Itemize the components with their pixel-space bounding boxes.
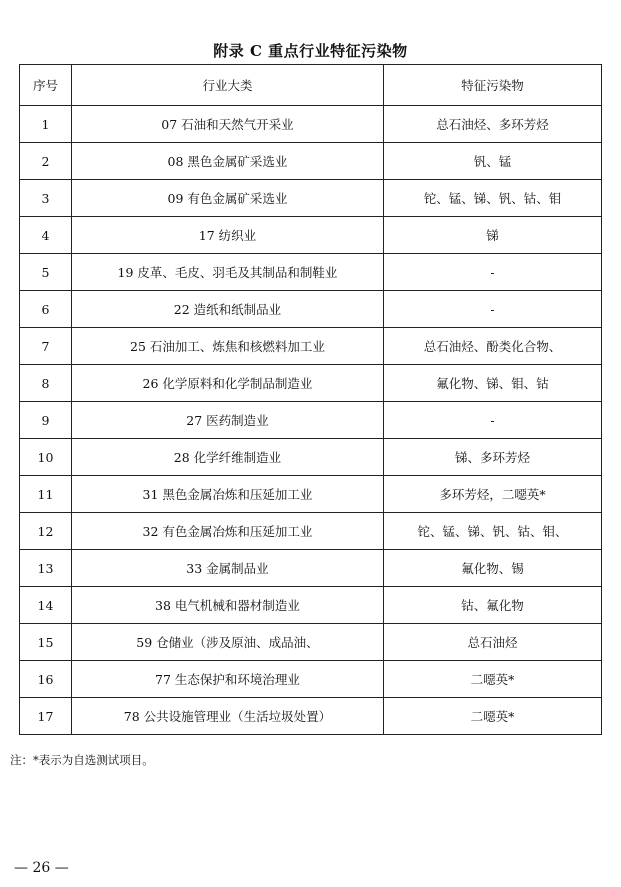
cell-serial-number: 14 xyxy=(20,587,72,624)
cell-pollutants: 锑 xyxy=(384,217,602,254)
cell-pollutants: 氟化物、锡 xyxy=(384,550,602,587)
cell-serial-number: 17 xyxy=(20,698,72,735)
cell-pollutants: - xyxy=(384,254,602,291)
cell-industry: 07 石油和天然气开采业 xyxy=(72,106,384,143)
cell-industry: 59 仓储业（涉及原油、成品油、 xyxy=(72,624,384,661)
cell-pollutants: - xyxy=(384,402,602,439)
cell-serial-number: 13 xyxy=(20,550,72,587)
table-row xyxy=(20,698,602,735)
table-row xyxy=(20,624,602,661)
cell-serial-number: 10 xyxy=(20,439,72,476)
cell-serial-number: 1 xyxy=(20,106,72,143)
table-row xyxy=(20,402,602,439)
header-pollutants: 特征污染物 xyxy=(384,65,602,106)
cell-pollutants: 锑、多环芳烃 xyxy=(384,439,602,476)
cell-pollutants: 总石油烃 xyxy=(384,624,602,661)
cell-serial-number: 4 xyxy=(20,217,72,254)
cell-serial-number: 12 xyxy=(20,513,72,550)
cell-industry: 33 金属制品业 xyxy=(72,550,384,587)
appendix-title: 附录 C 重点行业特征污染物 xyxy=(213,42,408,60)
cell-serial-number: 7 xyxy=(20,328,72,365)
cell-industry: 78 公共设施管理业（生活垃圾处置） xyxy=(72,698,384,735)
cell-pollutants: 钴、氟化物 xyxy=(384,587,602,624)
cell-industry: 22 造纸和纸制品业 xyxy=(72,291,384,328)
table-row xyxy=(20,180,602,217)
table-header-row xyxy=(20,65,602,106)
cell-serial-number: 3 xyxy=(20,180,72,217)
cell-industry: 27 医药制造业 xyxy=(72,402,384,439)
cell-industry: 26 化学原料和化学制品制造业 xyxy=(72,365,384,402)
cell-industry: 09 有色金属矿采选业 xyxy=(72,180,384,217)
cell-serial-number: 16 xyxy=(20,661,72,698)
cell-serial-number: 2 xyxy=(20,143,72,180)
cell-industry: 32 有色金属冶炼和压延加工业 xyxy=(72,513,384,550)
table-row xyxy=(20,661,602,698)
table-body xyxy=(20,106,602,735)
cell-pollutants: 总石油烃、酚类化合物、 xyxy=(384,328,602,365)
cell-pollutants: 二噁英* xyxy=(384,661,602,698)
cell-pollutants: 二噁英* xyxy=(384,698,602,735)
cell-serial-number: 15 xyxy=(20,624,72,661)
cell-serial-number: 8 xyxy=(20,365,72,402)
cell-pollutants: 铊、锰、锑、钒、钴、钼、 xyxy=(384,513,602,550)
cell-serial-number: 9 xyxy=(20,402,72,439)
table-row xyxy=(20,106,602,143)
cell-serial-number: 5 xyxy=(20,254,72,291)
cell-pollutants: 总石油烃、多环芳烃 xyxy=(384,106,602,143)
cell-industry: 77 生态保护和环境治理业 xyxy=(72,661,384,698)
cell-industry: 31 黑色金属冶炼和压延加工业 xyxy=(72,476,384,513)
cell-industry: 38 电气机械和器材制造业 xyxy=(72,587,384,624)
pollutant-table xyxy=(19,64,602,735)
cell-pollutants: - xyxy=(384,291,602,328)
table-row xyxy=(20,365,602,402)
cell-pollutants: 氟化物、锑、钼、钴 xyxy=(384,365,602,402)
table-row xyxy=(20,217,602,254)
cell-industry: 17 纺织业 xyxy=(72,217,384,254)
table-row xyxy=(20,328,602,365)
table-row xyxy=(20,550,602,587)
page-number: — 26 — xyxy=(14,860,69,876)
header-serial-number: 序号 xyxy=(20,65,72,106)
table-row xyxy=(20,587,602,624)
cell-pollutants: 钒、锰 xyxy=(384,143,602,180)
table-row xyxy=(20,513,602,550)
cell-pollutants: 铊、锰、锑、钒、钴、钼 xyxy=(384,180,602,217)
cell-industry: 25 石油加工、炼焦和核燃料加工业 xyxy=(72,328,384,365)
cell-industry: 19 皮革、毛皮、羽毛及其制品和制鞋业 xyxy=(72,254,384,291)
cell-pollutants: 多环芳烃，二噁英* xyxy=(384,476,602,513)
footnote: 注：*表示为自选测试项目。 xyxy=(10,753,154,767)
table-row xyxy=(20,476,602,513)
cell-industry: 08 黑色金属矿采选业 xyxy=(72,143,384,180)
header-industry: 行业大类 xyxy=(72,65,384,106)
table-row xyxy=(20,291,602,328)
table-row xyxy=(20,254,602,291)
table-row xyxy=(20,143,602,180)
cell-serial-number: 6 xyxy=(20,291,72,328)
cell-industry: 28 化学纤维制造业 xyxy=(72,439,384,476)
table-row xyxy=(20,439,602,476)
cell-serial-number: 11 xyxy=(20,476,72,513)
